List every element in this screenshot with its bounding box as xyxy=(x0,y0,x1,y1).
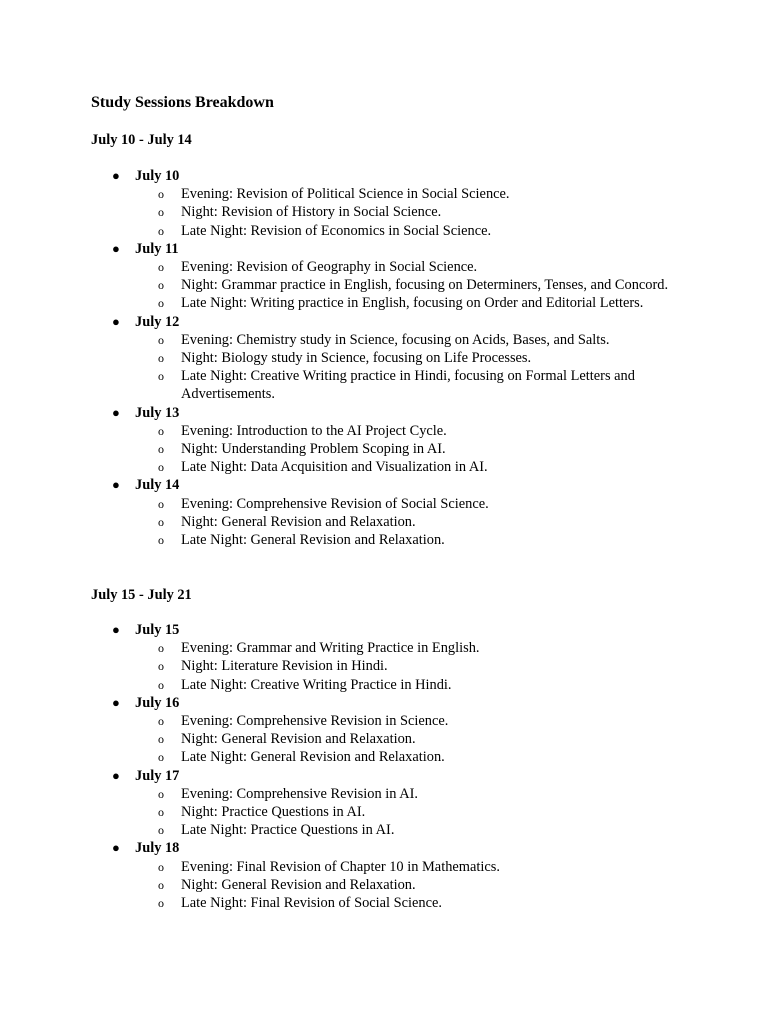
session-text: Night: Grammar practice in English, focusing on Determiners, Tenses, and Concord. xyxy=(181,277,669,294)
session-text: Night: Literature Revision in Hindi. xyxy=(181,658,388,675)
bullet-icon: ● xyxy=(112,240,120,256)
circle-bullet-icon: o xyxy=(158,641,164,656)
session-list xyxy=(0,258,768,313)
session-text: Evening: Introduction to the AI Project Cycle. xyxy=(181,422,447,439)
day-item xyxy=(0,167,768,240)
day-item xyxy=(0,839,768,912)
session-item xyxy=(0,458,768,476)
circle-bullet-icon: o xyxy=(158,259,164,274)
bullet-icon: ● xyxy=(112,313,120,329)
date-range-heading: July 15 - July 21 xyxy=(91,587,192,603)
day-label: July 16 xyxy=(135,694,180,711)
session-item xyxy=(0,858,768,876)
day-label: July 10 xyxy=(135,168,180,184)
bullet-icon: ● xyxy=(112,840,120,856)
circle-bullet-icon: o xyxy=(158,496,164,511)
circle-bullet-icon: o xyxy=(158,895,164,910)
session-text: Evening: Final Revision of Chapter 10 in Mathematics. xyxy=(181,858,500,875)
day-label: July 14 xyxy=(135,477,180,494)
circle-bullet-icon: o xyxy=(158,296,164,311)
session-item xyxy=(0,876,768,894)
session-text: Evening: Comprehensive Revision in Science. xyxy=(181,712,449,729)
circle-bullet-icon: o xyxy=(158,659,164,674)
session-item xyxy=(0,531,768,549)
session-text: Late Night: Data Acquisition and Visualization in AI. xyxy=(181,459,488,476)
circle-bullet-icon: o xyxy=(158,750,164,765)
day-heading xyxy=(0,167,768,185)
circle-bullet-icon: o xyxy=(158,823,164,838)
session-text: Evening: Grammar and Writing Practice in English. xyxy=(181,640,480,657)
session-text: Late Night: Creative Writing Practice in Hindi. xyxy=(181,676,452,693)
session-list xyxy=(0,858,768,913)
bullet-icon: ● xyxy=(112,694,120,710)
day-label: July 18 xyxy=(135,840,180,857)
session-text: Night: General Revision and Relaxation. xyxy=(181,731,416,748)
session-list xyxy=(0,495,768,550)
session-item xyxy=(0,440,768,458)
session-item xyxy=(0,185,768,203)
session-list xyxy=(0,422,768,477)
document-title: Study Sessions Breakdown xyxy=(91,94,274,111)
session-text: Night: Practice Questions in AI. xyxy=(181,803,366,820)
circle-bullet-icon: o xyxy=(158,713,164,728)
session-item xyxy=(0,294,768,312)
session-text: Late Night: Practice Questions in AI. xyxy=(181,822,395,839)
session-item xyxy=(0,821,768,839)
day-item xyxy=(0,694,768,767)
session-text: Late Night: General Revision and Relaxation. xyxy=(181,531,445,548)
session-text: Late Night: Revision of Economics in Social Science. xyxy=(181,222,492,239)
bullet-icon: ● xyxy=(112,622,120,637)
session-text: Late Night: Final Revision of Social Science. xyxy=(181,894,442,911)
day-item xyxy=(0,313,768,404)
day-heading xyxy=(0,476,768,494)
session-text: Night: General Revision and Relaxation. xyxy=(181,876,416,893)
session-item xyxy=(0,785,768,803)
session-item xyxy=(0,639,768,657)
circle-bullet-icon: o xyxy=(158,441,164,456)
circle-bullet-icon: o xyxy=(158,532,164,547)
session-item xyxy=(0,657,768,675)
session-text: Late Night: Creative Writing practice in Hindi, focusing on Formal Letters and Advertisements. xyxy=(181,368,635,403)
circle-bullet-icon: o xyxy=(158,350,164,365)
circle-bullet-icon: o xyxy=(158,859,164,874)
circle-bullet-icon: o xyxy=(158,187,164,202)
session-list xyxy=(0,639,768,694)
session-item xyxy=(0,222,768,240)
day-label: July 17 xyxy=(135,767,180,784)
session-text: Late Night: General Revision and Relaxation. xyxy=(181,749,445,766)
day-item xyxy=(0,404,768,477)
session-list xyxy=(0,785,768,840)
bullet-icon: ● xyxy=(112,477,120,493)
session-item xyxy=(0,276,768,294)
day-label: July 11 xyxy=(135,240,179,257)
day-item xyxy=(0,621,768,694)
bullet-icon: ● xyxy=(112,767,120,783)
circle-bullet-icon: o xyxy=(158,223,164,238)
day-label: July 12 xyxy=(135,313,180,330)
session-text: Night: Understanding Problem Scoping in AI. xyxy=(181,440,446,457)
session-item xyxy=(0,748,768,766)
day-heading xyxy=(0,839,768,857)
session-list xyxy=(0,185,768,240)
circle-bullet-icon: o xyxy=(158,278,164,293)
session-text: Night: Revision of History in Social Science. xyxy=(181,204,442,221)
session-item xyxy=(0,676,768,694)
session-text: Evening: Revision of Political Science in Social Science. xyxy=(181,186,510,203)
day-heading xyxy=(0,313,768,331)
circle-bullet-icon: o xyxy=(158,732,164,747)
circle-bullet-icon: o xyxy=(158,514,164,529)
day-list xyxy=(0,167,768,549)
session-list xyxy=(0,331,768,404)
bullet-icon: ● xyxy=(112,168,120,183)
circle-bullet-icon: o xyxy=(158,332,164,347)
circle-bullet-icon: o xyxy=(158,205,164,220)
day-heading xyxy=(0,404,768,422)
session-item xyxy=(0,495,768,513)
day-item xyxy=(0,476,768,549)
session-text: Evening: Comprehensive Revision of Social Science. xyxy=(181,495,489,512)
bullet-icon: ● xyxy=(112,404,120,420)
session-item xyxy=(0,367,768,403)
session-list xyxy=(0,712,768,767)
circle-bullet-icon: o xyxy=(158,369,164,384)
day-item xyxy=(0,240,768,313)
session-item xyxy=(0,349,768,367)
day-label: July 13 xyxy=(135,404,180,421)
session-text: Late Night: Writing practice in English, focusing on Order and Editorial Letters. xyxy=(181,295,644,312)
session-item xyxy=(0,331,768,349)
session-item xyxy=(0,712,768,730)
circle-bullet-icon: o xyxy=(158,423,164,438)
day-heading xyxy=(0,240,768,258)
session-text: Evening: Revision of Geography in Social Science. xyxy=(181,258,478,275)
circle-bullet-icon: o xyxy=(158,804,164,819)
day-list xyxy=(0,621,768,912)
circle-bullet-icon: o xyxy=(158,460,164,475)
session-item xyxy=(0,203,768,221)
circle-bullet-icon: o xyxy=(158,677,164,692)
session-text: Evening: Comprehensive Revision in AI. xyxy=(181,785,419,802)
session-text: Night: Biology study in Science, focusing on Life Processes. xyxy=(181,349,532,366)
session-item xyxy=(0,730,768,748)
circle-bullet-icon: o xyxy=(158,786,164,801)
session-text: Evening: Chemistry study in Science, focusing on Acids, Bases, and Salts. xyxy=(181,331,610,348)
day-heading xyxy=(0,767,768,785)
day-heading xyxy=(0,694,768,712)
session-text: Night: General Revision and Relaxation. xyxy=(181,513,416,530)
day-label: July 15 xyxy=(135,622,180,638)
day-item xyxy=(0,767,768,840)
day-heading xyxy=(0,621,768,639)
session-item xyxy=(0,894,768,912)
session-item xyxy=(0,513,768,531)
circle-bullet-icon: o xyxy=(158,877,164,892)
session-item xyxy=(0,422,768,440)
date-range-heading: July 10 - July 14 xyxy=(91,132,192,148)
session-item xyxy=(0,258,768,276)
session-item xyxy=(0,803,768,821)
